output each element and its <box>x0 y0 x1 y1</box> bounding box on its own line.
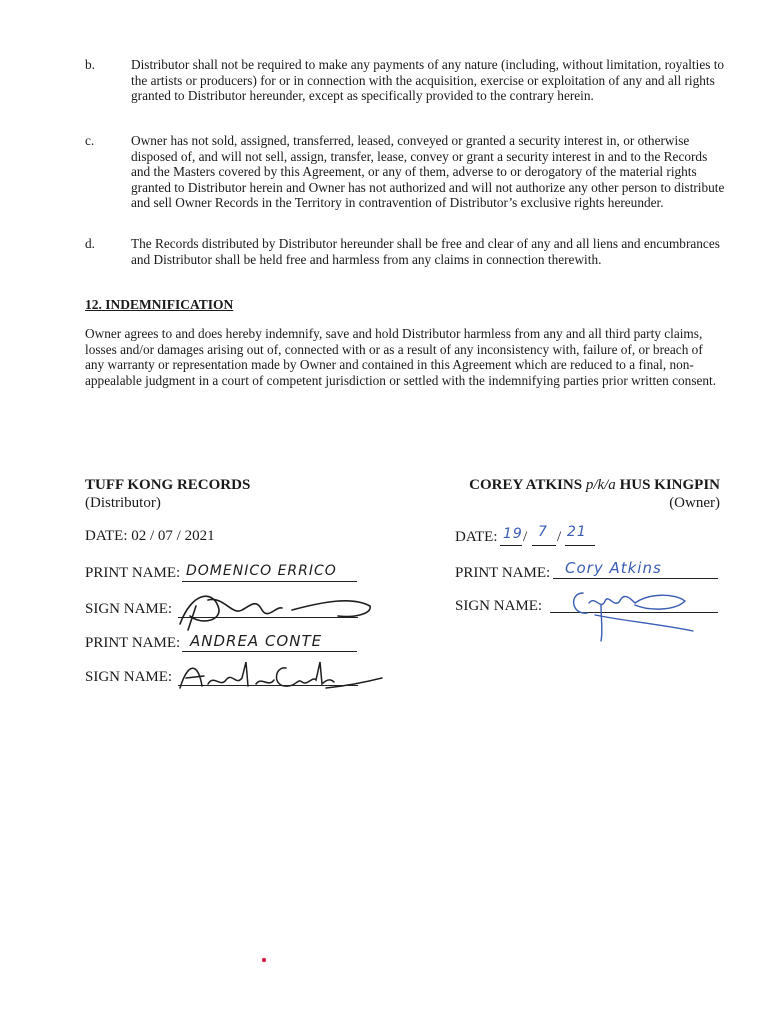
owner-print-label: PRINT NAME: <box>455 565 551 581</box>
red-mark <box>262 958 266 962</box>
clause-d <box>85 236 725 267</box>
owner-date-month: 7 <box>538 524 548 540</box>
print-name-line <box>553 578 718 579</box>
date-separator: / <box>523 529 528 545</box>
owner-artist-name: HUS KINGPIN <box>615 477 720 493</box>
owner-role: (Owner) <box>669 495 720 511</box>
date-day-line <box>500 545 522 546</box>
print-name-line <box>182 581 357 582</box>
date-separator: / <box>557 529 562 545</box>
clause-letter: d. <box>85 236 95 251</box>
distributor-sign-label-1: SIGN NAME: <box>85 601 173 617</box>
distributor-name: TUFF KONG RECORDS <box>85 477 251 493</box>
clause-text: Distributor shall not be required to make any payments of any nature (including, without limitation, royalties to the artists or producers) for or in connection with the acquisition, exercise or exploitation of any and all rights granted to Distributor hereunder, except as specifically provided to the contrary herein. <box>131 57 725 104</box>
indemnification-paragraph: Owner agrees to and does hereby indemnify, save and hold Distributor harmless from any and all third party claims, losses and/or damages arising out of, connected with or as a result of any inconsistency with, failure of, or breach of any warranty or representation made by Owner and contained in this Agreement which are reduced to a final, non-appealable judgment in a court of competent jurisdiction or settled with the indemnifying parties prior written consent. <box>85 326 717 388</box>
distributor-sign-label-2: SIGN NAME: <box>85 669 173 685</box>
distributor-date: DATE: 02 / 07 / 2021 <box>85 528 215 544</box>
distributor-signature-2 <box>176 658 386 694</box>
date-month-line <box>532 545 556 546</box>
clause-letter: c. <box>85 133 95 148</box>
distributor-print-value-2: ANDREA CONTE <box>190 632 323 650</box>
clause-letter: b. <box>85 57 95 72</box>
section-heading: 12. INDEMNIFICATION <box>85 297 234 312</box>
distributor-role: (Distributor) <box>85 495 161 511</box>
clause-b <box>85 57 725 104</box>
pka-text: p/k/a <box>585 477 616 493</box>
distributor-print-label-2: PRINT NAME: <box>85 635 181 651</box>
clause-text: The Records distributed by Distributor hereunder shall be free and clear of any and all liens and encumbrances and Distributor shall be held free and harmless from any claims in connection therewith. <box>131 236 720 267</box>
date-year-line <box>565 545 595 546</box>
distributor-print-value-1: DOMENICO ERRICO <box>186 563 337 579</box>
distributor-print-label-1: PRINT NAME: <box>85 565 181 581</box>
owner-date-year: 21 <box>567 524 587 540</box>
owner-print-value: Cory Atkins <box>565 559 662 577</box>
owner-name <box>469 477 720 494</box>
owner-signature <box>565 585 700 643</box>
print-name-line <box>182 651 357 652</box>
clause-c <box>85 133 725 211</box>
owner-date-day: 19 <box>503 526 523 542</box>
distributor-signature-1 <box>172 586 377 634</box>
owner-legal-name: COREY ATKINS <box>469 477 586 493</box>
clause-text: Owner has not sold, assigned, transferred, leased, conveyed or granted a security interest in, or otherwise disposed of, and will not sell, assign, transfer, lease, convey or grant a security interest in and to the Records and the Masters covered by this Agreement, or any of them, adverse to or derogatory of the material rights granted to Distributor herein and Owner has not authorized and will not authorize any other person to distribute and sell Owner Records in the Territory in contravention of Distributor’s exclusive rights hereunder. <box>131 133 725 211</box>
owner-sign-label: SIGN NAME: <box>455 598 543 614</box>
owner-date-label: DATE: <box>455 529 498 545</box>
